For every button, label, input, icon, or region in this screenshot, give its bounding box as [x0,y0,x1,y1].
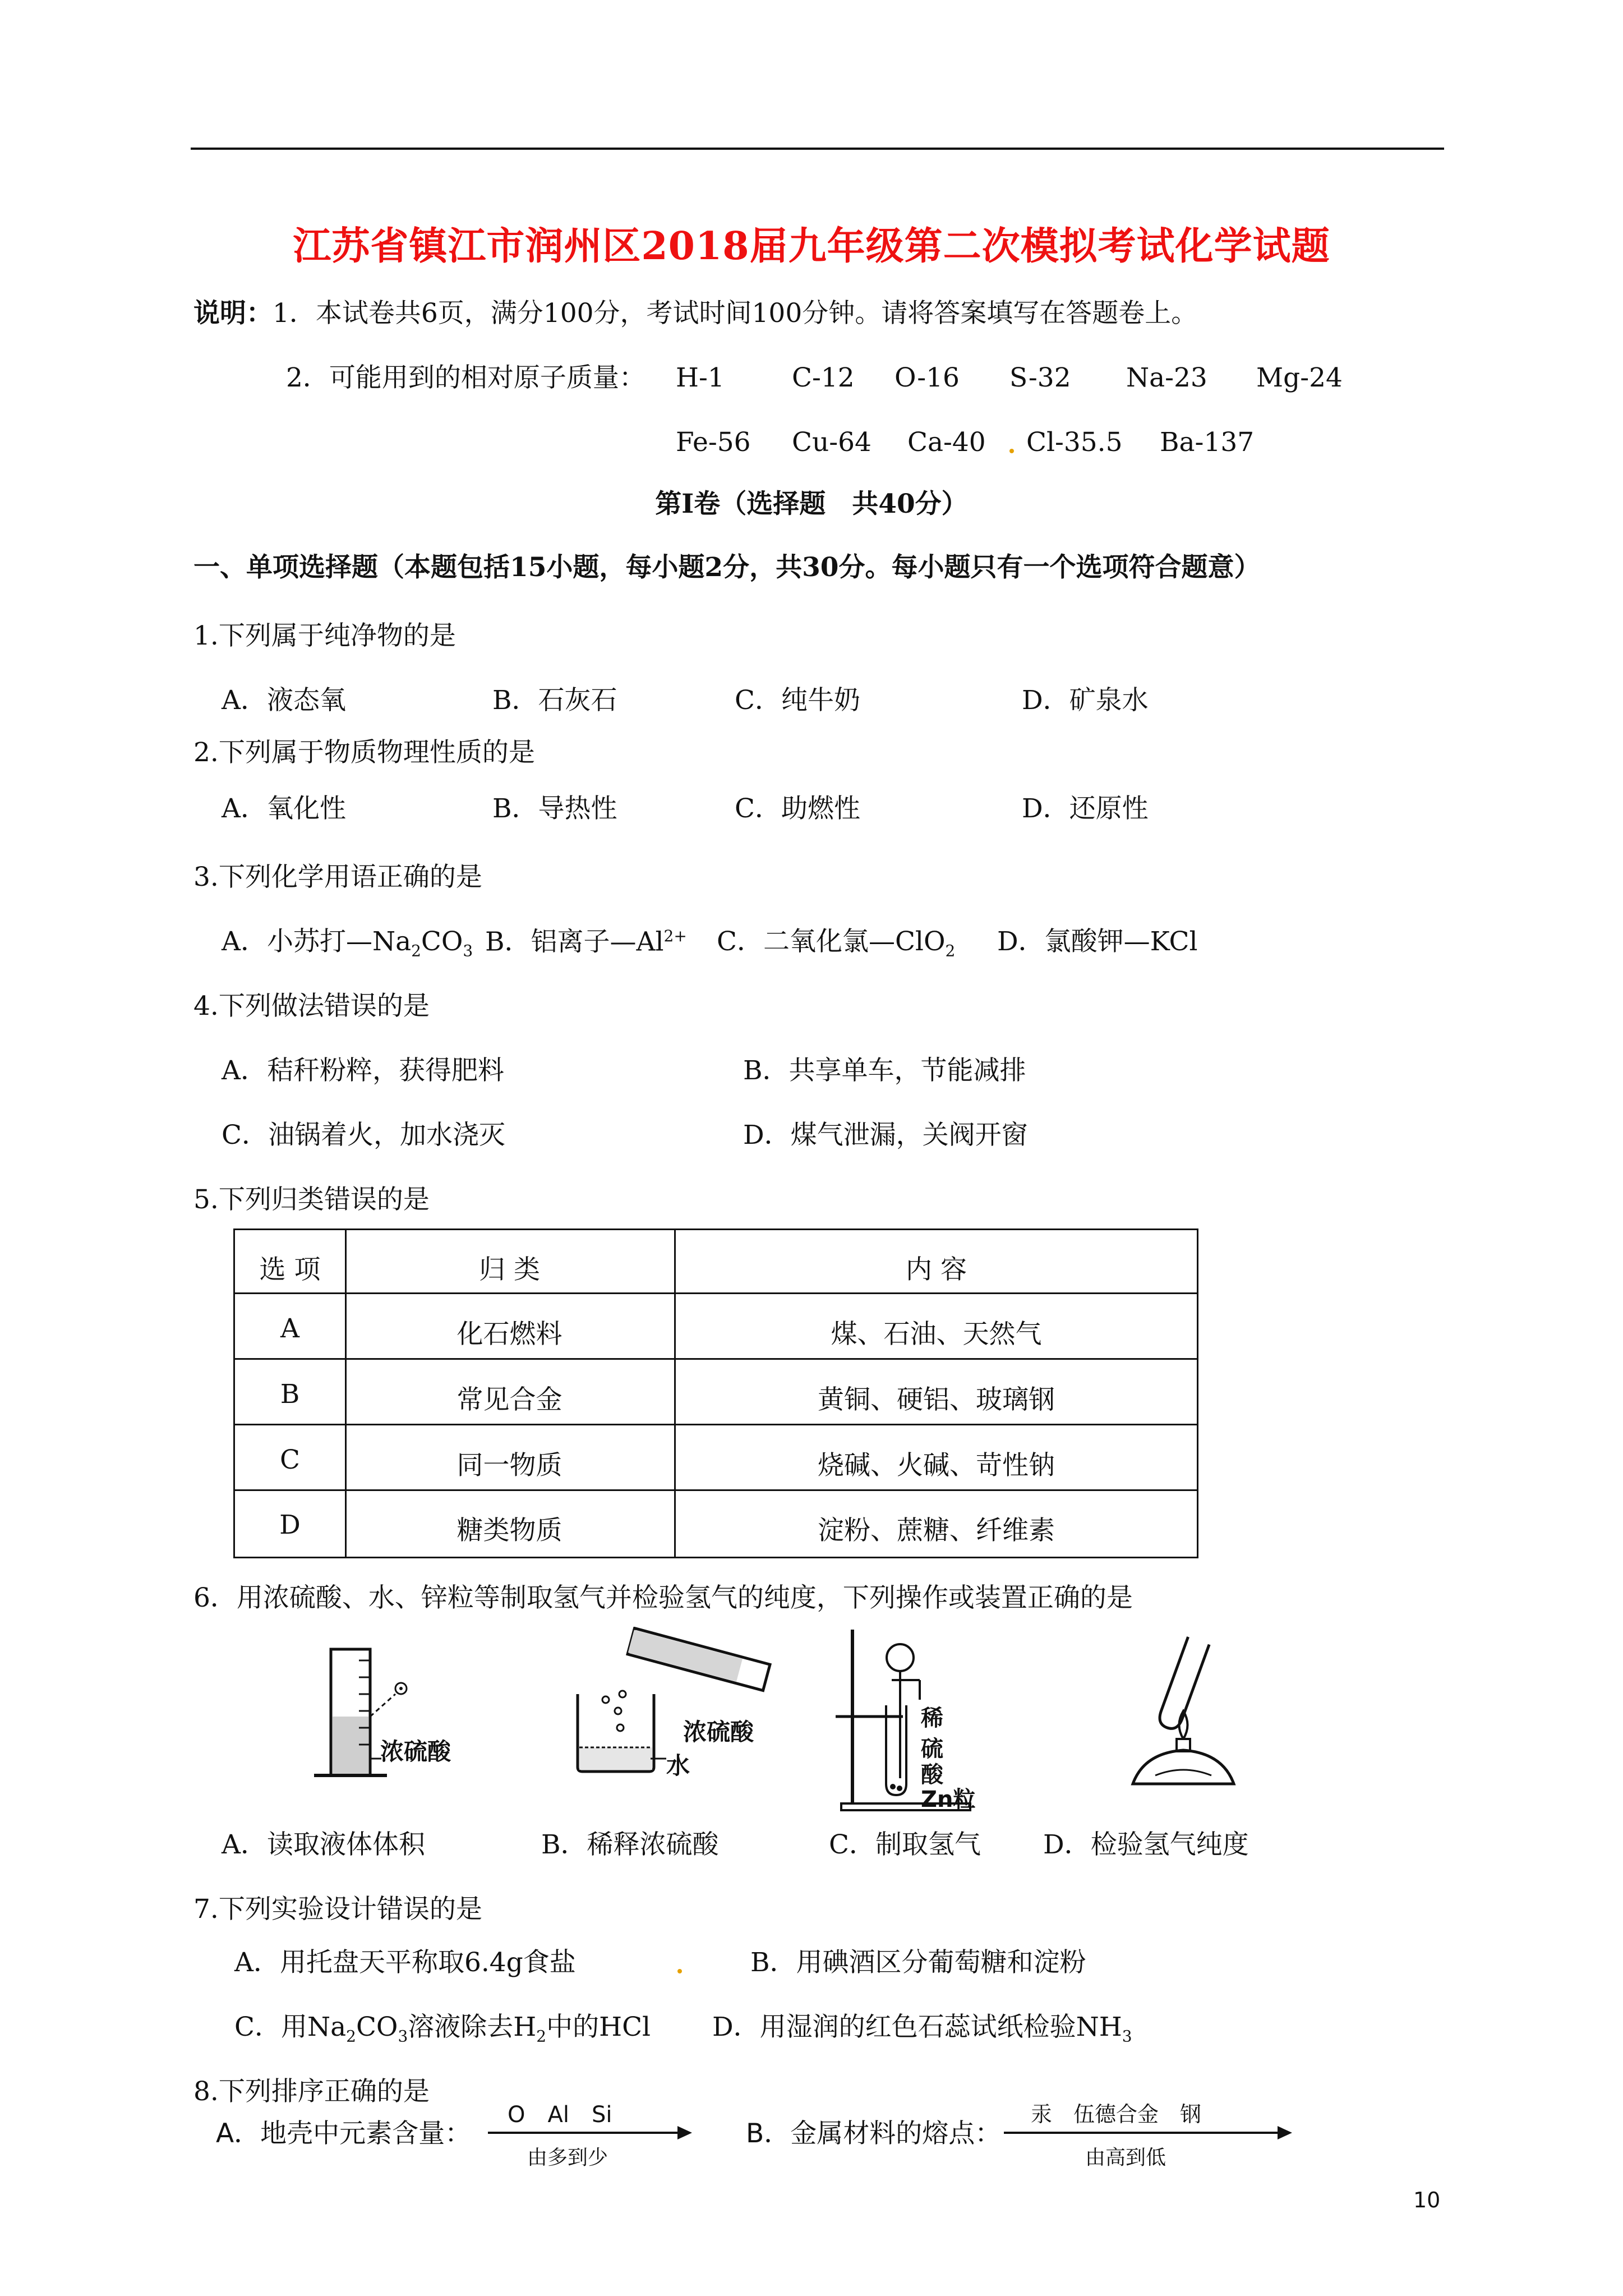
q8-a-arrow [488,2132,679,2134]
figure-c-label-zinc: Zn粒 [921,1787,976,1812]
q4-option-b: B．共享单车，节能减排 [743,1055,1026,1086]
table-cell: 煤、石油、天然气 [831,1319,1042,1350]
mass-o: O-16 [895,362,960,393]
figure-c-label-sulfuric: 硫 [921,1736,943,1762]
q2-option-b: B．导热性 [492,793,617,824]
q4-stem: 4.下列做法错误的是 [193,991,430,1022]
q8-option-a-label: A．地壳中元素含量： [216,2118,472,2149]
table-cell: C [280,1444,300,1475]
q1-option-b: B．石灰石 [492,685,617,716]
table-cell: D [279,1510,301,1540]
q8-option-a-items: O Al Si [508,2102,612,2128]
q1-option-a: A．液态氧 [222,685,346,716]
q6-option-a: A．读取液体体积 [222,1829,425,1860]
mass-h: H-1 [676,362,725,393]
mass-ba: Ba-137 [1160,427,1255,458]
figure-c-label-dilute: 稀 [921,1705,943,1731]
mass-c: C-12 [792,362,855,393]
table-cell: 烧碱、火碱、苛性钠 [818,1450,1055,1481]
q7-stem: 7.下列实验设计错误的是 [193,1894,482,1925]
stray-dot [677,1969,682,1973]
section-title: 第Ⅰ卷（选择题 共40分） [655,489,968,519]
q2-stem: 2.下列属于物质物理性质的是 [193,737,535,768]
q1-option-c: C．纯牛奶 [735,685,860,716]
table-cell: 糖类物质 [457,1515,562,1546]
q7-option-c: C．用$Na_2CO_3$溶液除去$H_2$中的HCl [234,2012,651,2046]
mass-na: Na-23 [1126,362,1207,393]
mass-s: S-32 [1009,362,1071,393]
figure-b-label-acid: 浓硫酸 [683,1718,754,1746]
figure-b-label-water: 水 [666,1752,690,1779]
q2-option-a: A．氧化性 [222,793,346,824]
q8-option-b-direction: 由高到低 [1085,2146,1166,2169]
q6-option-d: D．检验氢气纯度 [1043,1829,1249,1860]
q7-option-d: D．用湿润的红色石蕊试纸检验$NH_3$ [712,2012,1132,2046]
table-cell: B [280,1379,300,1410]
figure-a-label: 浓硫酸 [380,1738,451,1765]
q8-option-b-label: B．金属材料的熔点： [746,2118,1002,2149]
q8-b-arrow [1004,2132,1279,2134]
q4-option-c: C．油锅着火，加水浇灭 [222,1120,505,1151]
q6-option-c: C．制取氢气 [829,1829,981,1860]
q4-option-a: A．秸秆粉粹，获得肥料 [222,1055,504,1086]
mass-fe: Fe-56 [676,427,751,458]
purity-test-figure [1116,1632,1251,1801]
mass-cu: Cu-64 [792,427,872,458]
q3-stem: 3.下列化学用语正确的是 [193,862,482,892]
table-header-category: 归 类 [479,1254,540,1285]
page-number: 10 [1413,2188,1441,2212]
q3-option-a: A．小苏打$—Na_2CO_3$ [222,926,473,960]
table-header-option: 选 项 [259,1254,321,1285]
table-header-content: 内 容 [906,1254,967,1285]
q6-option-b: B．稀释浓硫酸 [541,1829,719,1860]
q3-option-c: C．二氧化氯—ClO$_2$ [717,926,956,960]
q8-option-a-direction: 由多到少 [527,2146,608,2169]
q8-b-arrow-head [1278,2126,1292,2139]
q2-option-d: D．还原性 [1022,793,1149,824]
classification-table [233,1228,1198,1558]
mass-mg: Mg-24 [1256,362,1343,393]
q7-option-a: A．用托盘天平称取6.4g食盐 [234,1947,576,1978]
q1-option-d: D．矿泉水 [1022,685,1149,716]
q8-a-arrow-head [677,2126,692,2139]
part-title: 一、单项选择题（本题包括15小题，每小题2分，共30分。每小题只有一个选项符合题意） [193,552,1261,583]
q6-stem: 6．用浓硫酸、水、锌粒等制取氢气并检验氢气的纯度，下列操作或装置正确的是 [193,1582,1133,1613]
exam-title: 江苏省镇江市润州区2018届九年级第二次模拟考试化学试题 [293,224,1330,269]
table-cell: 常见合金 [457,1384,562,1415]
table-cell: 黄铜、硬铝、玻璃钢 [818,1384,1055,1415]
q8-option-b-items: 汞 伍德合金 钢 [1031,2102,1202,2127]
q3-option-d: D．氯酸钾—KCl [997,926,1198,957]
q1-stem: 1.下列属于纯净物的是 [193,620,456,651]
figure-c-label-acid: 酸 [921,1762,943,1788]
mass-ca: Ca-40 [907,427,986,458]
table-cell: A [280,1313,299,1344]
q8-stem: 8.下列排序正确的是 [193,2076,430,2107]
notes-line-2-prefix: 2．可能用到的相对原子质量： [286,362,645,393]
q3-option-b: B．铝离子$—Al^{2+}$ [485,926,687,958]
q2-option-c: C．助燃性 [735,793,860,824]
table-cell: 同一物质 [457,1450,562,1481]
notes-line-1: 说明：1．本试卷共6页，满分100分，考试时间100分钟。请将答案填写在答题卷上。 [193,298,1198,329]
table-cell: 淀粉、蔗糖、纤维素 [818,1515,1055,1546]
mass-cl: Cl-35.5 [1026,427,1123,458]
q7-option-b: B．用碘酒区分葡萄糖和淀粉 [750,1947,1086,1978]
stray-dot [1009,449,1014,453]
header-rule [191,148,1444,150]
table-cell: 化石燃料 [457,1319,562,1350]
q5-stem: 5.下列归类错误的是 [193,1184,430,1215]
q4-option-d: D．煤气泄漏，关阀开窗 [743,1120,1028,1151]
